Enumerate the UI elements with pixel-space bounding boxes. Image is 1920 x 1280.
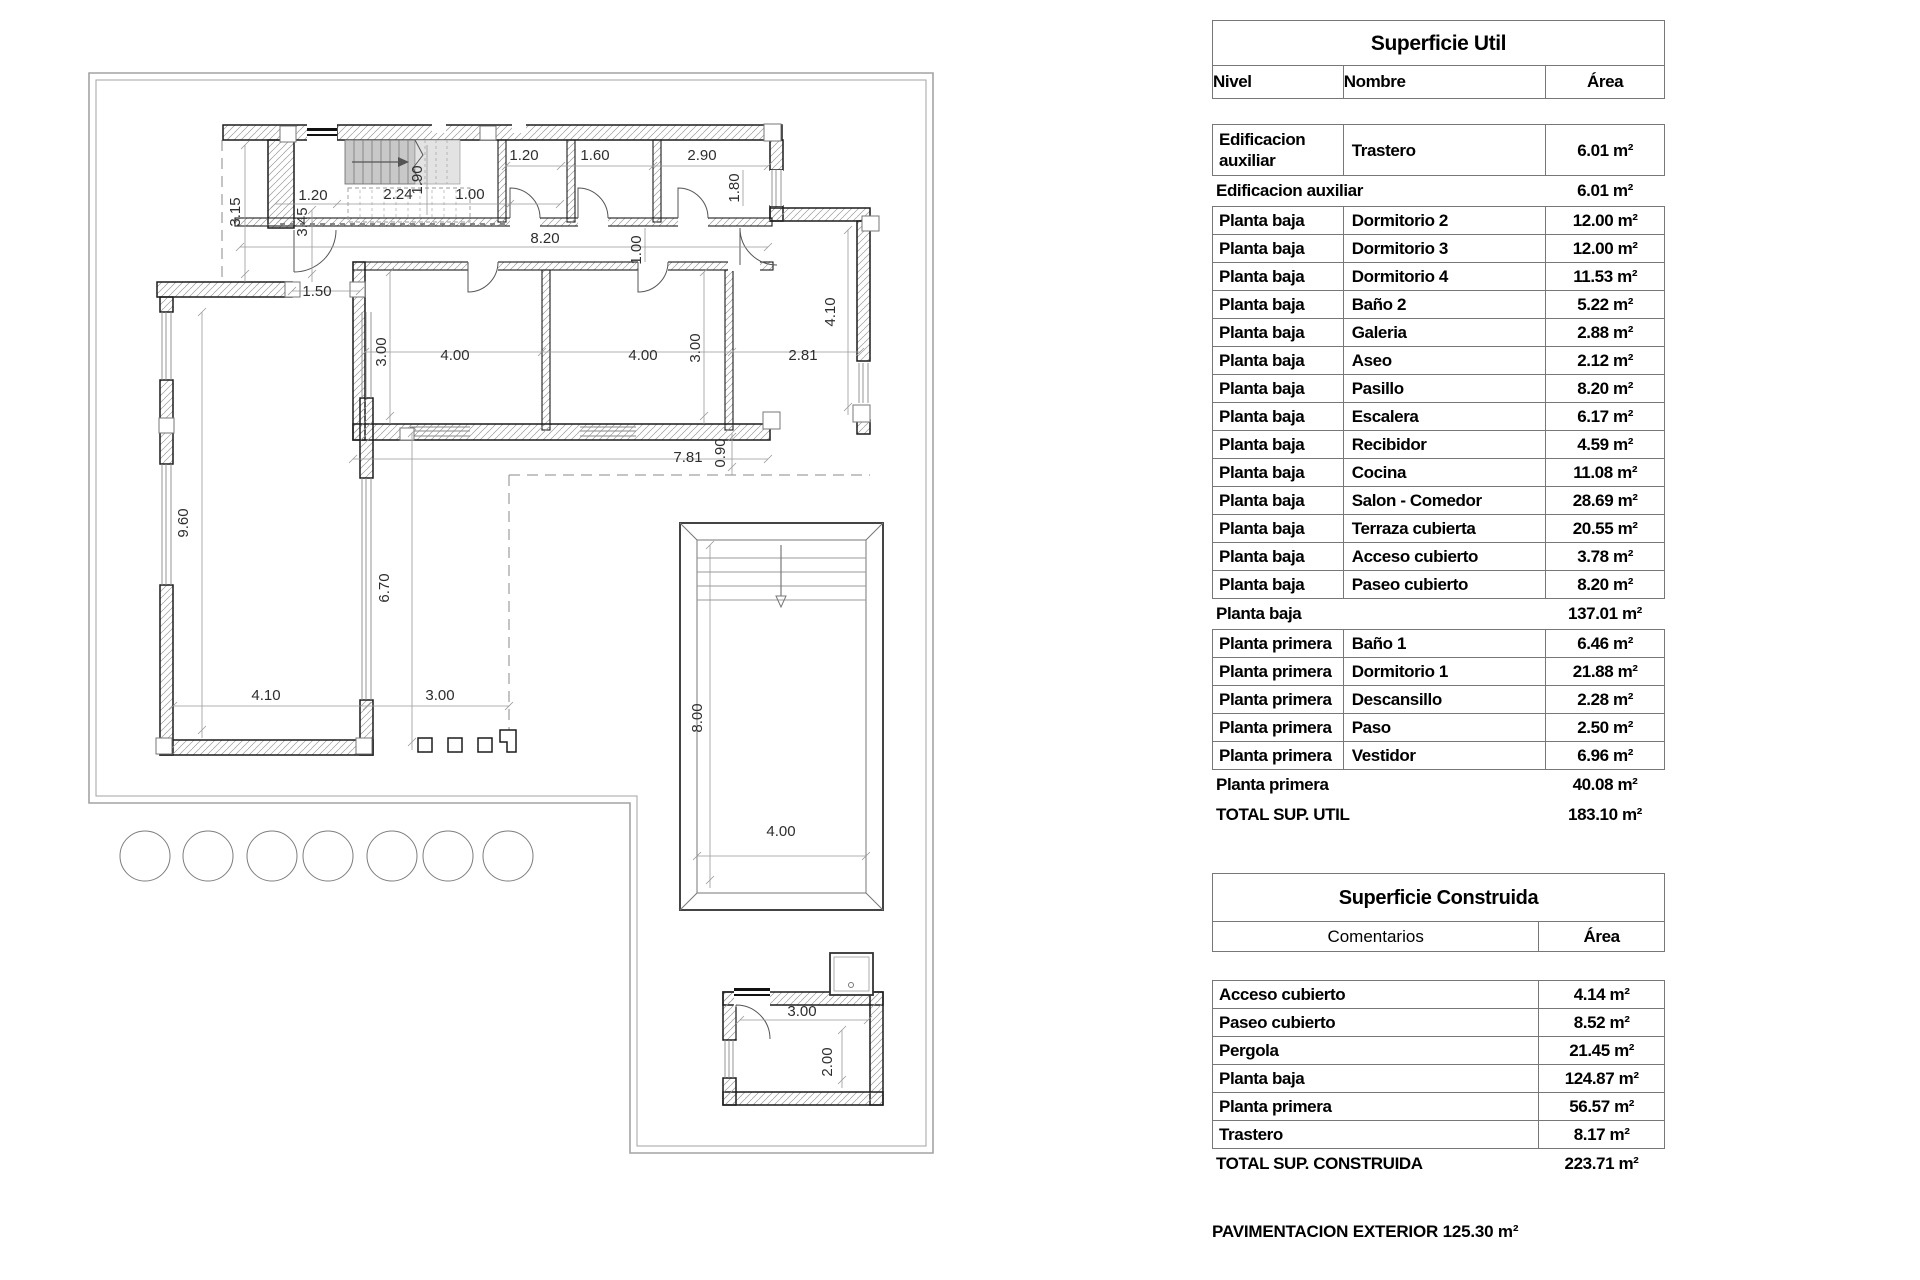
dimension-label: 0.90 — [712, 438, 729, 468]
summary-planta-baja — [1212, 599, 1665, 629]
cell-comentario: Planta baja — [1219, 1069, 1305, 1088]
dimension-label: 9.60 — [175, 508, 192, 538]
table-row — [1213, 1037, 1664, 1065]
cell-area: 6.46 m² — [1545, 630, 1664, 657]
table-row — [1213, 571, 1664, 598]
dimension-label: 1.60 — [580, 147, 610, 164]
cell-nivel: Planta primera — [1219, 746, 1332, 765]
summary-label: Planta primera — [1216, 775, 1329, 794]
cell-nombre: Escalera — [1343, 403, 1546, 430]
cell-nombre: Pasillo — [1343, 375, 1546, 402]
cell-nivel: Planta baja — [1219, 379, 1305, 398]
col-header-nombre: Nombre — [1343, 66, 1546, 98]
cell-nivel: Planta baja — [1219, 407, 1305, 426]
cell-nivel: Planta baja — [1219, 575, 1305, 594]
dimension-label: 2.81 — [788, 347, 818, 364]
total-superficie-util — [1212, 800, 1665, 830]
cell-nombre: Paso — [1343, 714, 1546, 741]
table-row — [1213, 431, 1664, 459]
table-row — [1213, 543, 1664, 571]
cell-area: 4.14 m² — [1538, 981, 1664, 1008]
table-row — [1213, 207, 1664, 235]
dimension-label: 6.70 — [376, 573, 393, 603]
cell-area: 8.20 m² — [1545, 375, 1664, 402]
total-area: 183.10 m² — [1568, 805, 1642, 824]
summary-edificacion-auxiliar — [1212, 176, 1665, 206]
cell-nombre: Paseo cubierto — [1343, 571, 1546, 598]
table-row — [1213, 125, 1664, 175]
floor-plan-drawing — [80, 0, 960, 1280]
cell-nivel: Planta primera — [1219, 690, 1332, 709]
table-row — [1213, 686, 1664, 714]
dimension-label: 4.10 — [251, 687, 281, 704]
superficie-construida-table — [1212, 873, 1665, 1179]
table-row — [1213, 319, 1664, 347]
cell-nivel: Planta baja — [1219, 323, 1305, 342]
table-row — [1213, 1093, 1664, 1121]
superficie-util-table — [1212, 20, 1665, 830]
tree-icons — [120, 831, 533, 881]
superficie-construida-header — [1212, 873, 1665, 952]
cell-nivel: Planta baja — [1219, 295, 1305, 314]
cell-area: 5.22 m² — [1545, 291, 1664, 318]
dimension-label: 3.45 — [294, 207, 311, 237]
cell-area: 2.28 m² — [1545, 686, 1664, 713]
construida-rows — [1212, 980, 1665, 1149]
cell-nivel: Planta baja — [1219, 547, 1305, 566]
summary-area: 137.01 m² — [1568, 604, 1642, 623]
table-row — [1213, 742, 1664, 769]
cell-nombre: Dormitorio 4 — [1343, 263, 1546, 290]
table-row — [1213, 658, 1664, 686]
cell-nombre: Dormitorio 2 — [1343, 207, 1546, 234]
group-edificacion-auxiliar — [1212, 124, 1665, 176]
summary-label: Planta baja — [1216, 604, 1302, 623]
cell-area: 2.12 m² — [1545, 347, 1664, 374]
dimension-label: 7.81 — [673, 449, 703, 466]
summary-area: 6.01 m² — [1577, 181, 1633, 200]
cell-comentario: Planta primera — [1219, 1097, 1332, 1116]
table-row — [1213, 347, 1664, 375]
cell-area: 12.00 m² — [1545, 207, 1664, 234]
cell-nivel: Planta primera — [1219, 634, 1332, 653]
dimension-label: 3.00 — [425, 687, 455, 704]
cell-nombre: Recibidor — [1343, 431, 1546, 458]
table-row — [1213, 291, 1664, 319]
dimension-label: 2.00 — [819, 1047, 836, 1077]
dimension-label: 3.00 — [687, 333, 704, 363]
cell-area: 8.17 m² — [1538, 1121, 1664, 1148]
cell-nivel: Planta baja — [1219, 491, 1305, 510]
table-row — [1213, 263, 1664, 291]
cell-nombre: Salon - Comedor — [1343, 487, 1546, 514]
dimension-label: 8.20 — [530, 230, 560, 247]
dimension-label: 1.20 — [298, 187, 328, 204]
dimension-label: 4.00 — [440, 347, 470, 364]
cell-comentario: Trastero — [1219, 1125, 1283, 1144]
summary-planta-primera — [1212, 770, 1665, 800]
dimension-label: 1.00 — [628, 235, 645, 265]
dimension-label: 4.00 — [766, 823, 796, 840]
cell-nombre: Cocina — [1343, 459, 1546, 486]
dimension-label: 2.24 — [383, 186, 413, 203]
dimension-label: 3.15 — [227, 197, 244, 227]
dimension-label: 1.50 — [302, 283, 332, 300]
cell-area: 20.55 m² — [1545, 515, 1664, 542]
table-row — [1213, 1009, 1664, 1037]
pool — [680, 523, 883, 910]
table-row — [1213, 459, 1664, 487]
cell-nombre: Baño 2 — [1343, 291, 1546, 318]
dimension-label: 3.00 — [787, 1003, 817, 1020]
cell-area: 21.45 m² — [1538, 1037, 1664, 1064]
cell-nombre: Acceso cubierto — [1343, 543, 1546, 570]
cell-nombre: Dormitorio 3 — [1343, 235, 1546, 262]
cell-area: 6.96 m² — [1545, 742, 1664, 769]
dimension-label: 1.00 — [455, 186, 485, 203]
table-row — [1213, 1065, 1664, 1093]
cell-nombre: Trastero — [1343, 125, 1546, 175]
cell-nombre: Descansillo — [1343, 686, 1546, 713]
dimension-label: 8.00 — [689, 703, 706, 733]
cell-nombre: Galeria — [1343, 319, 1546, 346]
cell-area: 11.08 m² — [1545, 459, 1664, 486]
superficie-util-title: Superficie Util — [1213, 21, 1664, 66]
cell-nombre: Aseo — [1343, 347, 1546, 374]
dimension-label: 1.80 — [726, 173, 743, 203]
cell-area: 2.88 m² — [1545, 319, 1664, 346]
stairs — [345, 140, 470, 222]
col-header-area: Área — [1545, 66, 1664, 98]
equipment-box — [830, 953, 873, 995]
superficie-construida-title: Superficie Construida — [1213, 874, 1664, 922]
dimension-label: 3.00 — [373, 337, 390, 367]
table-row — [1213, 1121, 1664, 1148]
summary-label: Edificacion auxiliar — [1216, 181, 1363, 200]
dimension-label: 4.00 — [628, 347, 658, 364]
table-row — [1213, 714, 1664, 742]
cell-nivel: Planta primera — [1219, 718, 1332, 737]
table-row — [1213, 630, 1664, 658]
superficie-util-header — [1212, 20, 1665, 99]
cell-area: 3.78 m² — [1545, 543, 1664, 570]
col-header-nivel: Nivel — [1213, 72, 1252, 91]
cell-area: 56.57 m² — [1538, 1093, 1664, 1120]
col-header-comentarios: Comentarios — [1327, 927, 1424, 946]
pergola-posts — [418, 730, 516, 752]
table-row — [1213, 981, 1664, 1009]
cell-area: 8.20 m² — [1545, 571, 1664, 598]
col-header-area: Área — [1538, 922, 1664, 951]
cell-area: 6.01 m² — [1545, 125, 1664, 175]
cell-area: 28.69 m² — [1545, 487, 1664, 514]
cell-nivel: Planta baja — [1219, 239, 1305, 258]
cell-area: 12.00 m² — [1545, 235, 1664, 262]
cell-comentario: Paseo cubierto — [1219, 1013, 1336, 1032]
cell-area: 21.88 m² — [1545, 658, 1664, 685]
group-planta-baja — [1212, 206, 1665, 599]
cell-nivel: Planta baja — [1219, 267, 1305, 286]
cell-nivel: Planta primera — [1219, 662, 1332, 681]
total-label: TOTAL SUP. CONSTRUIDA — [1216, 1154, 1423, 1173]
cell-comentario: Acceso cubierto — [1219, 985, 1346, 1004]
total-superficie-construida — [1212, 1149, 1665, 1179]
dimension-label: 1.90 — [409, 165, 426, 195]
table-row — [1213, 515, 1664, 543]
cell-nivel: Edificacion auxiliar — [1219, 130, 1306, 170]
group-planta-primera — [1212, 629, 1665, 770]
total-area: 223.71 m² — [1564, 1154, 1639, 1173]
cell-nivel: Planta baja — [1219, 351, 1305, 370]
summary-area: 40.08 m² — [1572, 775, 1638, 794]
table-row — [1213, 403, 1664, 431]
table-row — [1213, 235, 1664, 263]
dimension-label: 2.90 — [687, 147, 717, 164]
cell-area: 8.52 m² — [1538, 1009, 1664, 1036]
dimension-label: 4.10 — [822, 297, 839, 327]
cell-nombre: Dormitorio 1 — [1343, 658, 1546, 685]
cell-nombre: Baño 1 — [1343, 630, 1546, 657]
cell-nivel: Planta baja — [1219, 519, 1305, 538]
pavimentacion-exterior-note: PAVIMENTACION EXTERIOR 125.30 m² — [1212, 1222, 1519, 1241]
cell-nivel: Planta baja — [1219, 463, 1305, 482]
dimension-label: 1.20 — [509, 147, 539, 164]
cell-area: 4.59 m² — [1545, 431, 1664, 458]
cell-nivel: Planta baja — [1219, 435, 1305, 454]
cell-area: 6.17 m² — [1545, 403, 1664, 430]
cell-area: 2.50 m² — [1545, 714, 1664, 741]
table-row — [1213, 375, 1664, 403]
cell-area: 124.87 m² — [1538, 1065, 1664, 1092]
cell-nivel: Planta baja — [1219, 211, 1305, 230]
cell-area: 11.53 m² — [1545, 263, 1664, 290]
total-label: TOTAL SUP. UTIL — [1216, 805, 1350, 824]
cell-nombre: Vestidor — [1343, 742, 1546, 769]
cell-nombre: Terraza cubierta — [1343, 515, 1546, 542]
cell-comentario: Pergola — [1219, 1041, 1279, 1060]
table-row — [1213, 487, 1664, 515]
